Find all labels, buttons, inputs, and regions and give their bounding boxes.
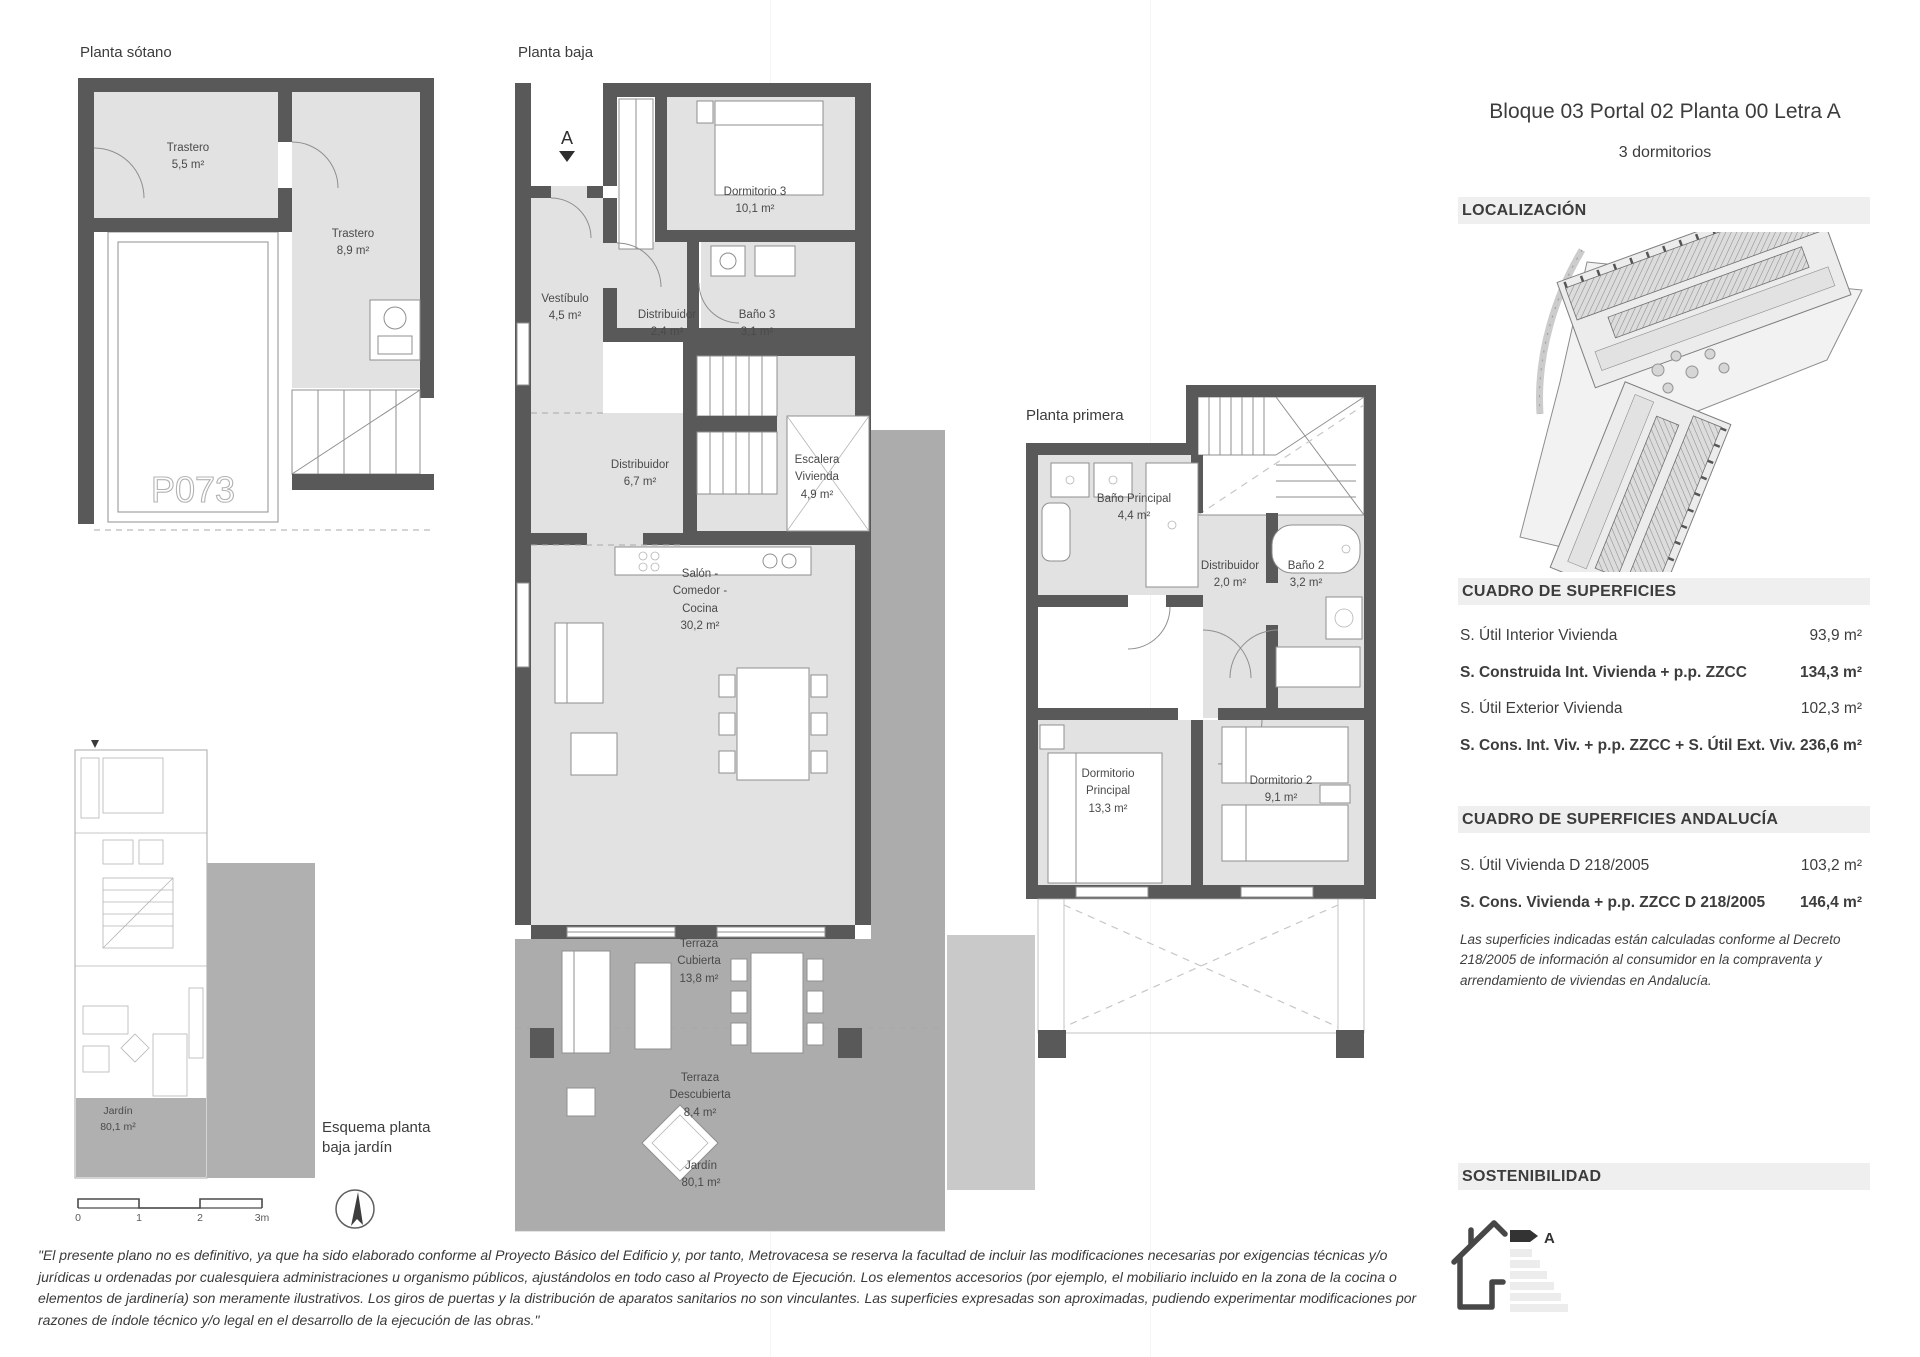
section-header-sostenibilidad: SOSTENIBILIDAD [1458, 1163, 1870, 1190]
room-label: Dormitorio 2 9,1 m² [1249, 775, 1313, 805]
north-arrow-icon [332, 1186, 378, 1232]
room-label: Terraza Cubierta 13,8 m² [677, 938, 721, 985]
scale-tick: 1 [136, 1212, 142, 1224]
surface-label: S. Útil Vivienda D 218/2005 [1460, 857, 1650, 874]
section-marker [552, 128, 582, 162]
room-label: Dormitorio 3 10,1 m² [723, 186, 787, 216]
scale-tick: 2 [197, 1212, 203, 1224]
scale-bar [76, 1192, 266, 1210]
surface-row [1460, 894, 1862, 916]
esquema-caption: Esquema planta baja jardín [322, 1119, 431, 1157]
surface-label: S. Construida Int. Vivienda + p.p. ZZCC [1460, 664, 1747, 681]
energy-rating-letter: A [1544, 1230, 1555, 1247]
room-label: Distribuidor 6,7 m² [610, 459, 670, 489]
surface-row [1460, 857, 1862, 879]
legal-disclaimer: "El presente plano no es definitivo, ya que ha sido elaborado conforme al Proyecto Básico del Edificio y, por tanto, Metrovacesa se reserva la facultad de incluir las modificaciones necesarias por exigencias técnicas y/o jurídicas u ordenadas por cualesquiera administraciones u organismo públicos, ajustándolos en todo caso al Proyecto de Ejecución. Los elementos accesorios (por ejemplo, el mobiliario incluido en la zona de la cocina o elementos de jardinería) son meramente ilustrativos. Los giros de puertas y la distribución de aparatos sanitarios no son vinculantes. Las superficies expresadas son aproximadas, pudiendo experimentar modificaciones por razones de índole técnico y/o legal en el desarrollo de la ejecución de las obras." [38, 1247, 1417, 1329]
floorplan-baja [515, 83, 945, 1233]
room-label: Jardín 80,1 m² [681, 1160, 721, 1190]
room-label: Baño Principal 4,4 m² [1096, 493, 1172, 523]
surface-label: S. Útil Interior Vivienda [1460, 627, 1618, 644]
section-header-superficies: CUADRO DE SUPERFICIES [1458, 578, 1870, 605]
unit-title: Bloque 03 Portal 02 Planta 00 Letra A [1489, 100, 1841, 123]
parking-number: P073 [150, 469, 236, 510]
floorplan-sotano [78, 78, 450, 550]
surface-value: 134,3 m² [1799, 664, 1862, 681]
surface-label: S. Útil Exterior Vivienda [1460, 700, 1623, 717]
room-label: Trastero 5,5 m² [166, 142, 210, 172]
room-label: Distribuidor 2,0 m² [1200, 560, 1260, 590]
room-label: Dormitorio Principal 13,3 m² [1081, 768, 1135, 815]
adjacent-garden-shading [947, 935, 1035, 1190]
surface-value: 236,6 m² [1799, 737, 1862, 754]
section-marker-arrow-icon [559, 151, 575, 162]
plan-title-sotano: Planta sótano [80, 44, 172, 61]
scale-tick: 3m [254, 1212, 270, 1224]
surface-value: 146,4 m² [1799, 894, 1862, 911]
room-label: Baño 3 3,1 m² [738, 309, 776, 339]
surface-row [1460, 627, 1862, 649]
surface-value: 102,3 m² [1800, 700, 1862, 717]
surface-row [1460, 664, 1862, 686]
scale-tick: 0 [75, 1212, 81, 1224]
room-label: Escalera Vivienda 4,9 m² [794, 454, 840, 501]
room-label: Terraza Descubierta 8,4 m² [669, 1072, 731, 1119]
site-plan-illustration [1462, 232, 1882, 572]
room-label: Trastero 8,9 m² [331, 228, 375, 258]
decree-note: Las superficies indicadas están calculadas conforme al Decreto 218/2005 de información al consumidor en la compraventa y arrendamiento de viviendas en Andalucía. [1460, 932, 1841, 988]
surface-row [1460, 700, 1862, 722]
section-marker-letter: A [560, 128, 573, 148]
room-label: Vestíbulo 4,5 m² [541, 293, 589, 323]
plan-title-primera: Planta primera [1026, 407, 1124, 424]
energy-house-icon [1448, 1210, 1568, 1320]
section-header-localizacion: LOCALIZACIÓN [1458, 197, 1870, 224]
surface-value: 93,9 m² [1809, 627, 1862, 644]
unit-subtitle: 3 dormitorios [1618, 144, 1712, 161]
floorplan-primera [1026, 385, 1376, 1065]
room-label: Distribuidor 2,4 m² [637, 309, 697, 339]
plan-title-baja: Planta baja [518, 44, 594, 61]
room-label: Baño 2 3,2 m² [1287, 560, 1325, 590]
surface-value: 103,2 m² [1800, 857, 1862, 874]
surface-label: S. Cons. Vivienda + p.p. ZZCC D 218/2005 [1460, 894, 1766, 911]
surface-row [1460, 737, 1862, 759]
section-header-andalucia: CUADRO DE SUPERFICIES ANDALUCÍA [1458, 806, 1870, 833]
room-label: Salón - Comedor - Cocina 30,2 m² [672, 568, 728, 632]
surface-label: S. Cons. Int. Viv. + p.p. ZZCC + S. Útil Ext. Viv. [1460, 737, 1796, 754]
room-label: Jardín 80,1 m² [100, 1105, 136, 1133]
